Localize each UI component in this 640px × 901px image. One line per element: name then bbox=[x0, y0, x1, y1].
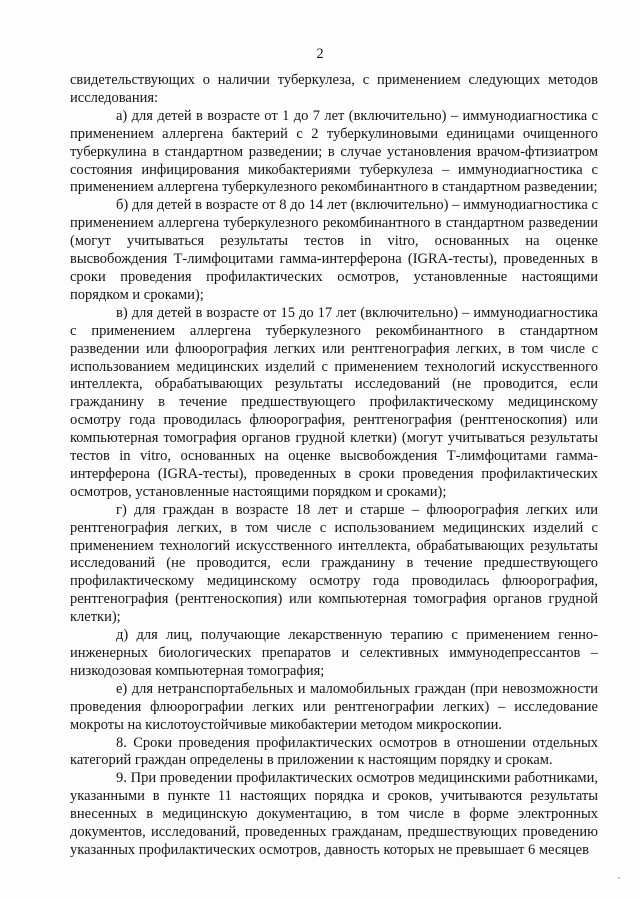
paragraph-item-a: а) для детей в возрасте от 1 до 7 лет (включительно) – иммунодиагностика с применением аллергена бактерий с 2 туберкулиновыми единицами очищенного туберкулина в стандартном разведении; в случае установления врачом-фтизиатром состояния инфицирования микобактериями туберкулеза – иммунодиагностика с применением аллергена туберкулезного рекомбинантного в стандартном разведении; bbox=[70, 107, 598, 196]
page-number: 2 bbox=[316, 46, 324, 62]
paragraph-item-e: е) для нетранспортабельных и маломобильных граждан (при невозможности проведения флюорографии легких или рентгенографии легких) – исследование мокроты на кислотоустойчивые микобактерии методом микроскопии. bbox=[70, 680, 598, 733]
body-text bbox=[70, 72, 598, 860]
paragraph-intro: свидетельствующих о наличии туберкулеза, с применением следующих методов исследования: bbox=[70, 72, 598, 106]
paragraph-item-d: д) для лиц, получающие лекарственную терапию с применением генно-инженерных биологических препаратов и селективных иммунодепрессантов – низкодозовая компьютерная томография; bbox=[70, 627, 598, 679]
paragraph-item-b: б) для детей в возрасте от 8 до 14 лет (включительно) – иммунодиагностика с применением аллергена туберкулезного рекомбинантного в стандартном разведении (могут учитываться результаты тестов in vitro, основанных на оценке высвобождения Т-лимфоцитами гамма-интерферона (IGRA-тесты), проведенных в сроки проведения профилактических осмотров, установленные настоящими порядком и сроками); bbox=[70, 197, 598, 303]
paragraph-item-v: в) для детей в возрасте от 15 до 17 лет (включительно) – иммунодиагностика с применением аллергена туберкулезного рекомбинантного в стандартном разведении или флюорография легких или рентгенография легких, в том числе с использованием медицинских изделий с применением технологий искусственного интеллекта, обрабатывающих результаты исследований (не проводится, если гражданину в течение предшествующего профилактическому медицинскому осмотру года проводилась флюорография, рентгенография (рентгеноскопия) или компьютерная томография органов грудной клетки) (могут учитываться результаты тестов in vitro, основанных на оценке высвобождения Т-лимфоцитами гамма-интерферона (IGRA-тесты), проведенных в сроки проведения профилактических осмотров, установленные настоящими порядком и сроками); bbox=[70, 304, 598, 500]
paragraph-item-g: г) для граждан в возрасте 18 лет и старше – флюорография легких или рентгенография легких, в том числе с использованием медицинских изделий с применением технологий искусственного интеллекта, обрабатывающих результаты исследований (не проводится, если гражданину в течение предшествующего профилактическому медицинскому осмотру года проводилась флюорография, рентгенография (рентгеноскопия) или компьютерная томография органов грудной клетки); bbox=[70, 501, 598, 626]
paragraph-section-8: 8. Сроки проведения профилактических осмотров в отношении отдельных категорий граждан определены в приложении к настоящим порядку и срокам. bbox=[70, 734, 598, 769]
scan-speck bbox=[618, 877, 620, 879]
paragraph-section-9: 9. При проведении профилактических осмотров медицинскими работниками, указанными в пункте 11 настоящих порядка и сроков, учитываются результаты внесенных в медицинскую документацию, в том числе в форме электронных документов, исследований, проведенных гражданам, предшествующих проведению указанных профилактических осмотров, давность которых не превышает 6 месяцев bbox=[70, 770, 598, 858]
